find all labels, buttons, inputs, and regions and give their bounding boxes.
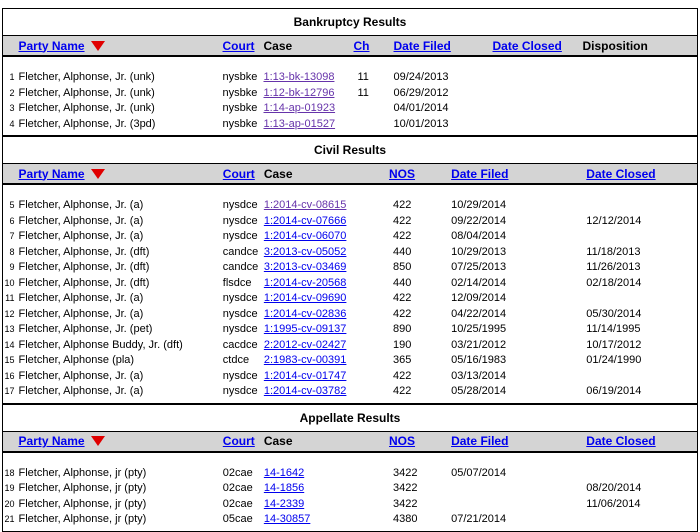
result-row <box>3 214 698 230</box>
case-cell <box>262 497 387 513</box>
party-name-cell: Fletcher, Alphonse, jr (pty) <box>18 466 147 479</box>
row-number: 8 <box>9 246 15 257</box>
nos-cell: 422 <box>393 214 412 227</box>
case-link[interactable]: 14-30857 <box>263 513 311 525</box>
spacer-row <box>3 132 698 136</box>
party-name-cell: Fletcher, Alphonse, Jr. (a) <box>18 230 144 242</box>
date-closed-cell <box>582 512 697 528</box>
nos-cell: 440 <box>393 245 412 258</box>
case-link[interactable]: 3:2013-cv-05052 <box>263 245 347 258</box>
court-cell: 02cae <box>222 497 253 510</box>
column-sort-link-party-name[interactable]: Party Name <box>18 166 85 181</box>
result-row <box>3 198 698 214</box>
row-number: 15 <box>4 355 15 365</box>
party-name-cell: Fletcher, Alphonse (pla) <box>18 354 135 366</box>
case-cell <box>262 384 387 400</box>
column-header-party-name <box>17 164 221 185</box>
case-cell <box>262 101 352 117</box>
row-number: 5 <box>9 200 15 210</box>
date-filed-cell: 03/21/2012 <box>451 338 507 351</box>
date-closed-cell: 02/18/2014 <box>586 276 642 289</box>
result-row <box>3 101 698 117</box>
column-header-nos <box>387 164 447 185</box>
party-name-cell: Fletcher, Alphonse Buddy, Jr. (dft) <box>18 338 183 351</box>
case-cell <box>262 291 387 307</box>
column-sort-link-party-name[interactable]: Party Name <box>18 38 85 53</box>
case-link[interactable]: 1:13-bk-13098 <box>263 71 335 83</box>
column-header-row <box>3 431 698 452</box>
column-header-label: Case <box>263 166 293 181</box>
ch-cell: 11 <box>357 86 369 99</box>
case-link[interactable]: 1:13-ap-01527 <box>263 117 336 130</box>
row-number: 1 <box>9 72 15 82</box>
column-header-party-name <box>17 36 221 57</box>
nos-cell: 422 <box>393 307 412 320</box>
date-filed-cell: 02/14/2014 <box>451 276 507 289</box>
spacer-row <box>3 452 698 466</box>
column-header-court <box>221 164 262 185</box>
party-name-cell: Fletcher, Alphonse, Jr. (dft) <box>18 276 150 289</box>
case-cell <box>262 369 387 385</box>
case-cell <box>262 117 352 133</box>
row-number: 17 <box>4 386 15 396</box>
row-number: 21 <box>4 514 15 524</box>
column-sort-link-nos[interactable]: NOS <box>389 166 416 181</box>
nos-cell: 422 <box>393 199 412 211</box>
row-number: 2 <box>9 87 15 98</box>
party-name-cell: Fletcher, Alphonse, Jr. (a) <box>18 307 144 320</box>
case-link[interactable]: 1:2014-cv-02836 <box>263 307 347 320</box>
date-filed-cell <box>447 497 582 513</box>
case-link[interactable]: 14-1642 <box>263 466 305 479</box>
case-cell <box>262 307 387 323</box>
column-sort-link-date-filed[interactable]: Date Filed <box>451 166 509 181</box>
column-sort-link-nos[interactable]: NOS <box>389 434 416 448</box>
row-number-header <box>3 431 17 452</box>
row-number: 7 <box>9 231 15 241</box>
spacer-row <box>3 400 698 404</box>
result-row <box>3 353 698 369</box>
column-sort-link-court[interactable]: Court <box>222 38 255 53</box>
ch-cell: 11 <box>357 71 369 83</box>
party-name-cell: Fletcher, Alphonse, Jr. (a) <box>18 292 144 304</box>
case-cell <box>262 276 387 292</box>
column-header-ch <box>352 36 390 57</box>
case-cell <box>262 338 387 354</box>
party-name-cell: Fletcher, Alphonse, Jr. (unk) <box>18 86 155 99</box>
case-link[interactable]: 14-1856 <box>263 482 305 494</box>
column-header-label: Disposition <box>582 38 648 53</box>
court-cell: nysdce <box>222 199 258 211</box>
court-cell: nysdce <box>222 307 258 320</box>
column-header-date-filed <box>447 164 582 185</box>
date-closed-cell: 11/14/1995 <box>586 323 641 335</box>
column-header-disposition <box>581 36 698 57</box>
section-title-row <box>3 404 698 431</box>
result-row <box>3 70 698 86</box>
column-sort-link-ch[interactable]: Ch <box>353 38 370 53</box>
spacer-row <box>3 528 698 532</box>
section-title-row <box>3 9 698 36</box>
court-cell: nysdce <box>222 323 258 335</box>
nos-cell: 422 <box>393 369 412 382</box>
section-title: Civil Results <box>3 137 698 164</box>
result-row <box>3 86 698 102</box>
date-closed-cell: 11/26/2013 <box>586 261 641 273</box>
case-cell <box>262 70 352 86</box>
date-closed-cell: 11/06/2014 <box>586 497 641 510</box>
date-filed-cell: 07/21/2014 <box>451 513 507 525</box>
court-cell: nysbke <box>222 71 258 83</box>
disposition-cell <box>581 70 698 86</box>
column-sort-link-court[interactable]: Court <box>222 434 255 448</box>
civil-results-table <box>2 136 698 404</box>
column-header-case <box>262 164 387 185</box>
nos-cell: 4380 <box>393 513 418 525</box>
case-link[interactable]: 14-2339 <box>263 497 305 510</box>
court-cell: ctdce <box>222 354 250 366</box>
case-link[interactable]: 1:12-bk-12796 <box>263 86 335 99</box>
result-row <box>3 512 698 528</box>
case-link[interactable]: 1:2014-cv-09690 <box>263 292 347 304</box>
result-row <box>3 497 698 513</box>
court-cell: candce <box>222 261 259 273</box>
column-header-row <box>3 164 698 185</box>
date-filed-cell: 10/29/2014 <box>451 199 507 211</box>
section-title: Appellate Results <box>3 404 698 431</box>
bankruptcy-results-table <box>2 8 698 136</box>
court-cell: 02cae <box>222 466 253 479</box>
result-row <box>3 466 698 482</box>
date-filed-cell: 05/28/2014 <box>451 385 507 397</box>
row-number-header <box>3 36 17 57</box>
ch-cell <box>352 117 390 133</box>
row-number-header <box>3 164 17 185</box>
result-row <box>3 384 698 400</box>
date-filed-cell: 12/09/2014 <box>451 292 507 304</box>
case-link[interactable]: 2:2012-cv-02427 <box>263 338 347 351</box>
party-name-cell: Fletcher, Alphonse, Jr. (dft) <box>18 261 150 273</box>
result-row <box>3 245 698 261</box>
date-closed-cell <box>489 101 581 117</box>
nos-cell: 890 <box>393 323 412 335</box>
date-closed-cell <box>489 70 581 86</box>
disposition-cell <box>581 101 698 117</box>
appellate-results-table <box>2 404 698 532</box>
row-number: 6 <box>9 215 15 226</box>
result-row <box>3 117 698 133</box>
date-filed-cell: 03/13/2014 <box>451 369 507 382</box>
date-closed-cell: 12/12/2014 <box>586 214 642 227</box>
row-number: 20 <box>4 498 15 509</box>
party-name-cell: Fletcher, Alphonse, Jr. (a) <box>18 214 144 227</box>
party-name-cell: Fletcher, Alphonse, Jr. (unk) <box>18 71 155 83</box>
row-number: 16 <box>4 370 15 381</box>
column-sort-link-date-closed[interactable]: Date Closed <box>586 166 656 181</box>
result-row <box>3 229 698 245</box>
column-header-date-filed <box>447 431 582 452</box>
case-cell <box>262 512 387 528</box>
date-filed-cell: 09/22/2014 <box>451 214 507 227</box>
case-cell <box>262 322 387 338</box>
party-name-cell: Fletcher, Alphonse, Jr. (a) <box>18 369 144 382</box>
case-link[interactable]: 1:2014-cv-01747 <box>263 369 347 382</box>
nos-cell: 3422 <box>393 482 418 494</box>
row-number: 14 <box>4 339 15 350</box>
date-closed-cell: 06/19/2014 <box>586 385 642 397</box>
court-cell: nysbke <box>222 86 258 99</box>
row-number: 12 <box>4 308 15 319</box>
case-link[interactable]: 1:2014-cv-20568 <box>263 276 347 289</box>
case-link[interactable]: 1:2014-cv-03782 <box>263 385 347 397</box>
case-cell <box>262 86 352 102</box>
row-number: 13 <box>4 324 15 334</box>
result-row <box>3 307 698 323</box>
spacer-row <box>3 184 698 198</box>
nos-cell: 422 <box>393 385 412 397</box>
case-link[interactable]: 1:14-ap-01923 <box>263 102 336 114</box>
row-number: 11 <box>5 293 15 303</box>
date-closed-cell: 08/20/2014 <box>586 482 642 494</box>
date-filed-cell: 10/25/1995 <box>451 323 507 335</box>
court-cell: nysbke <box>222 102 258 114</box>
court-cell: 02cae <box>222 482 253 494</box>
column-sort-link-date-closed[interactable]: Date Closed <box>492 38 562 53</box>
court-cell: 05cae <box>222 513 253 525</box>
party-name-cell: Fletcher, Alphonse, jr (pty) <box>18 497 147 510</box>
date-closed-cell <box>582 466 697 482</box>
column-header-label: Case <box>263 434 293 448</box>
court-cell: nysbke <box>222 117 258 130</box>
case-cell <box>262 245 387 261</box>
date-closed-cell: 10/17/2012 <box>586 338 642 351</box>
nos-cell: 422 <box>393 230 412 242</box>
case-link[interactable]: 1:2014-cv-07666 <box>263 214 347 227</box>
date-closed-cell <box>489 86 581 102</box>
spacer-row <box>3 56 698 70</box>
date-filed-cell: 09/24/2013 <box>393 71 449 83</box>
sort-descending-icon <box>91 169 105 179</box>
disposition-cell <box>581 117 698 133</box>
case-link[interactable]: 3:2013-cv-03469 <box>263 261 347 273</box>
nos-cell: 3422 <box>393 466 418 479</box>
row-number: 10 <box>4 277 15 288</box>
date-filed-cell: 05/16/1983 <box>451 354 507 366</box>
court-cell: nysdce <box>222 214 258 227</box>
result-row <box>3 291 698 307</box>
result-row <box>3 260 698 276</box>
column-sort-link-court[interactable]: Court <box>222 166 255 181</box>
ch-cell <box>352 101 390 117</box>
date-closed-cell: 05/30/2014 <box>586 307 642 320</box>
date-filed-cell: 07/25/2013 <box>451 261 507 273</box>
party-name-cell: Fletcher, Alphonse, Jr. (pet) <box>18 323 153 335</box>
column-header-party-name <box>17 431 221 452</box>
nos-cell: 190 <box>393 338 412 351</box>
party-name-cell: Fletcher, Alphonse, jr (pty) <box>18 513 147 525</box>
column-header-date-closed <box>489 36 581 57</box>
row-number: 3 <box>9 103 15 113</box>
nos-cell: 422 <box>393 292 412 304</box>
court-cell: nysdce <box>222 385 258 397</box>
date-filed-cell: 10/01/2013 <box>393 117 449 130</box>
date-closed-cell <box>489 117 581 133</box>
case-link[interactable]: 1:2014-cv-08615 <box>263 199 347 211</box>
party-name-cell: Fletcher, Alphonse, Jr. (a) <box>18 385 144 397</box>
date-closed-cell: 01/24/1990 <box>586 354 642 366</box>
date-closed-cell <box>582 369 697 385</box>
court-cell: candce <box>222 245 259 258</box>
nos-cell: 850 <box>393 261 412 273</box>
date-filed-cell: 04/01/2014 <box>393 102 449 114</box>
case-cell <box>262 214 387 230</box>
date-closed-cell <box>582 198 697 214</box>
column-header-case <box>262 36 352 57</box>
disposition-cell <box>581 86 698 102</box>
date-closed-cell: 11/18/2013 <box>586 245 641 258</box>
column-header-row <box>3 36 698 57</box>
row-number: 4 <box>9 118 15 129</box>
column-sort-link-date-filed[interactable]: Date Filed <box>393 38 451 53</box>
column-header-court <box>221 36 262 57</box>
row-number: 19 <box>4 483 15 493</box>
case-link[interactable]: 2:1983-cv-00391 <box>263 354 347 366</box>
sort-descending-icon <box>91 41 105 51</box>
result-row <box>3 338 698 354</box>
court-cell: nysdce <box>222 369 258 382</box>
column-header-case <box>262 431 387 452</box>
column-sort-link-date-filed[interactable]: Date Filed <box>451 434 509 448</box>
column-header-date-closed <box>582 164 697 185</box>
court-cell: cacdce <box>222 338 258 351</box>
date-closed-cell <box>582 291 697 307</box>
column-sort-link-date-closed[interactable]: Date Closed <box>586 434 656 448</box>
court-cell: nysdce <box>222 292 258 304</box>
nos-cell: 440 <box>393 276 412 289</box>
court-cell: flsdce <box>222 276 252 289</box>
case-cell <box>262 260 387 276</box>
column-header-date-closed <box>582 431 697 452</box>
result-row <box>3 322 698 338</box>
date-filed-cell: 08/04/2014 <box>451 230 507 242</box>
case-cell <box>262 229 387 245</box>
party-name-cell: Fletcher, Alphonse, Jr. (a) <box>18 199 144 211</box>
party-name-cell: Fletcher, Alphonse, Jr. (dft) <box>18 245 150 258</box>
date-filed-cell: 04/22/2014 <box>451 307 507 320</box>
date-closed-cell <box>582 229 697 245</box>
party-name-cell: Fletcher, Alphonse, Jr. (3pd) <box>18 117 156 130</box>
sort-descending-icon <box>91 436 105 446</box>
section-title-row <box>3 137 698 164</box>
date-filed-cell: 06/29/2012 <box>393 86 449 99</box>
column-sort-link-party-name[interactable]: Party Name <box>18 434 85 448</box>
row-number: 9 <box>9 262 15 272</box>
row-number: 18 <box>4 467 15 478</box>
section-title: Bankruptcy Results <box>3 9 698 36</box>
result-row <box>3 276 698 292</box>
date-filed-cell: 05/07/2014 <box>451 466 507 479</box>
result-row <box>3 369 698 385</box>
case-cell <box>262 353 387 369</box>
column-header-court <box>221 431 262 452</box>
column-header-nos <box>387 431 447 452</box>
case-cell <box>262 198 387 214</box>
date-filed-cell: 10/29/2013 <box>451 245 507 258</box>
party-name-cell: Fletcher, Alphonse, Jr. (unk) <box>18 102 155 114</box>
case-link[interactable]: 1:2014-cv-06070 <box>263 230 347 242</box>
column-header-label: Case <box>263 38 293 53</box>
case-cell <box>262 466 387 482</box>
nos-cell: 365 <box>393 354 412 366</box>
nos-cell: 3422 <box>393 497 418 510</box>
court-cell: nysdce <box>222 230 258 242</box>
case-link[interactable]: 1:1995-cv-09137 <box>263 323 347 335</box>
column-header-date-filed <box>390 36 489 57</box>
party-name-cell: Fletcher, Alphonse, jr (pty) <box>18 482 147 494</box>
